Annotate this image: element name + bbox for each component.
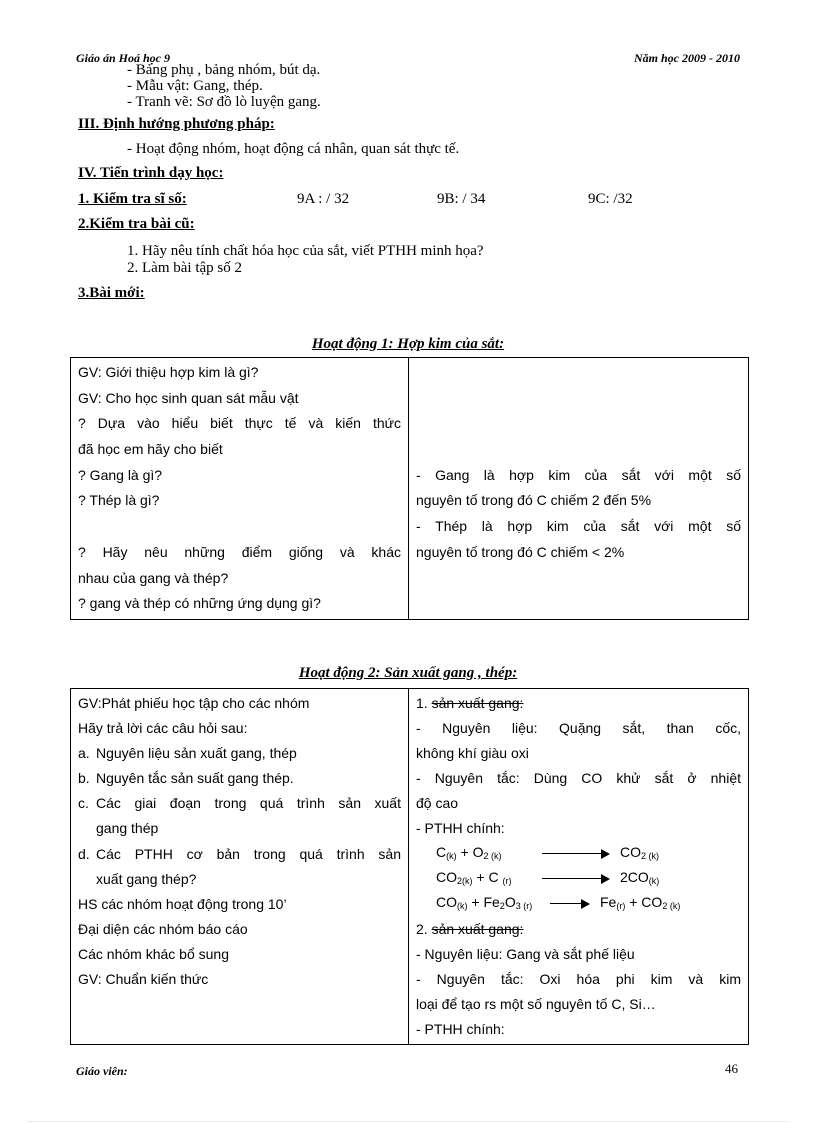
list-item-label: a. [78, 745, 90, 762]
class-9a: 9A : / 32 [297, 191, 350, 207]
section-3-text: - Hoạt động nhóm, hoạt động cá nhân, quan sát thực tế. [127, 141, 460, 157]
section-4-title: IV. Tiến trình dạy học: [78, 165, 224, 181]
equation-products: $2CO_{(k)}$ [620, 868, 660, 886]
step-2-title: 2.Kiểm tra bài cũ: [78, 216, 195, 232]
list-item-text: gang thép [96, 820, 159, 837]
table-line [78, 514, 401, 540]
list-item-label: b. [78, 770, 90, 787]
materials-list [127, 62, 321, 110]
list-item-label: d. [78, 845, 90, 862]
table-line [416, 437, 741, 463]
activity-2-teacher-column [71, 689, 409, 1045]
table-line: GV: Cho học sinh quan sát mẫu vật [78, 389, 299, 406]
table-line: ? Thép là gì? [78, 492, 160, 509]
table-line: - PTHH chính: [416, 820, 505, 837]
equation-2 [416, 867, 741, 892]
table-line: ? Hãy nêu những điểm giống và khác [78, 543, 401, 560]
list-item-text: Nguyên liệu sản xuất gang, thép [96, 745, 297, 762]
list-item-text: xuất gang thép? [96, 870, 197, 887]
equation-1 [416, 842, 741, 867]
table-line: ? gang và thép có những ứng dụng gì? [78, 595, 321, 612]
page-edge-divider [28, 1121, 788, 1122]
activity-1-student-column [409, 358, 749, 620]
table-line [416, 566, 741, 592]
table-line: Đại diện các nhóm báo cáo [78, 920, 248, 937]
table-line: nguyên tố trong đó C chiếm < 2% [416, 543, 625, 560]
footer-teacher-label: Giáo viên: [76, 1064, 128, 1078]
activity-2-student-column [409, 689, 749, 1045]
list-item [78, 791, 401, 841]
table-line: không khí giàu oxi [416, 745, 529, 762]
subsection-number: 1. [416, 695, 428, 711]
list-item-text: Các PTHH cơ bản trong quá trình sản [96, 845, 401, 862]
table-line [416, 360, 741, 386]
table-line [416, 411, 741, 437]
table-line: ? Dựa vào hiểu biết thực tế và kiến thức [78, 415, 401, 432]
subsection-title: sản xuất gang: [431, 695, 524, 711]
table-line: nhau của gang và thép? [78, 569, 229, 586]
list-item-text: Các giai đoạn trong quá trình sản xuất [96, 795, 401, 812]
subsection-number: 2. [416, 920, 428, 937]
equation-3 [416, 892, 741, 917]
step-3-title: 3.Bài mới: [78, 285, 145, 301]
table-line: - Nguyên liệu: Gang và sắt phế liệu [416, 945, 635, 962]
arrow-icon [542, 874, 610, 884]
equation-products: $Fe_{(r)} + CO_{2 (k)}$ [600, 893, 681, 911]
section-3-title: III. Định hướng phương pháp: [78, 116, 275, 132]
header-left: Giáo án Hoá học 9 [76, 51, 171, 65]
table-line: Hãy trả lời các câu hỏi sau: [78, 720, 248, 737]
list-item-label: c. [78, 795, 89, 812]
class-9b: 9B: / 34 [437, 191, 486, 207]
table-line [416, 386, 741, 412]
header-right: Năm học 2009 - 2010 [634, 51, 740, 65]
material-item: - Bảng phụ , bảng nhóm, bút dạ. [127, 62, 321, 78]
table-line: ? Gang là gì? [78, 466, 163, 483]
class-9c: 9C: /32 [588, 191, 633, 207]
subsection-heading [416, 691, 741, 716]
list-item-text: Nguyên tắc sản suất gang thép. [96, 770, 294, 787]
table-line: HS các nhóm hoạt động trong 10’ [78, 895, 287, 912]
step-1-title: 1. Kiểm tra sĩ số: [78, 191, 187, 207]
list-item [78, 741, 401, 766]
table-line: - Gang là hợp kim của sắt với một số [416, 466, 741, 483]
activity-1-teacher-column [71, 358, 409, 620]
activity-2-table [70, 688, 749, 1045]
equation-reactants: $CO_{(k)} + Fe_2O_{3 (r)}$ [436, 893, 533, 911]
material-item: - Tranh vẽ: Sơ đồ lò luyện gang. [127, 94, 321, 110]
activity-1-title: Hoạt động 1: Hợp kim của sắt: [311, 336, 505, 352]
equation-reactants: $CO_{2(k)} + C$ $_{(r)}$ [436, 868, 512, 886]
table-line: độ cao [416, 795, 459, 812]
table-line: GV: Chuẩn kiến thức [78, 971, 209, 988]
material-item: - Mẫu vật: Gang, thép. [127, 78, 263, 94]
table-line: Các nhóm khác bổ sung [78, 945, 229, 962]
equation-reactants: $C_{(k)} + O_{2 (k)}$ [436, 843, 502, 861]
table-line: - PTHH chính: [416, 1021, 505, 1038]
list-item [78, 842, 401, 892]
question-1: 1. Hãy nêu tính chất hóa học của sắt, viết PTHH minh họa? [127, 243, 484, 259]
question-2: 2. Làm bài tập số 2 [127, 260, 242, 276]
list-item [78, 766, 401, 791]
table-line: GV: Giới thiệu hợp kim là gì? [78, 364, 259, 380]
table-line: - Thép là hợp kim của sắt với một số [416, 518, 741, 535]
arrow-icon [542, 849, 610, 859]
arrow-icon [550, 899, 590, 909]
table-line: loại để tạo rs một số nguyên tố C, Si… [416, 996, 656, 1013]
table-line: - Nguyên tắc: Oxi hóa phi kim và kim [416, 971, 741, 988]
subsection-title: sản xuất gang: [431, 920, 524, 937]
table-line: GV:Phát phiếu học tập cho các nhóm [78, 695, 310, 711]
table-line: nguyên tố trong đó C chiếm 2 đến 5% [416, 492, 652, 509]
activity-1-table [70, 357, 749, 620]
activity-2-title: Hoạt động 2: Sản xuất gang , thép: [298, 665, 518, 681]
page-number: 46 [725, 1061, 738, 1076]
table-line [416, 591, 741, 617]
subsection-heading [416, 917, 741, 942]
table-line: - Nguyên tắc: Dùng CO khử sắt ở nhiệt [416, 770, 741, 787]
table-line: - Nguyên liệu: Quặng sắt, than cốc, [416, 720, 741, 737]
table-line: đã học em hãy cho biết [78, 441, 223, 458]
equation-products: $CO_{2 (k)}$ [620, 843, 659, 861]
